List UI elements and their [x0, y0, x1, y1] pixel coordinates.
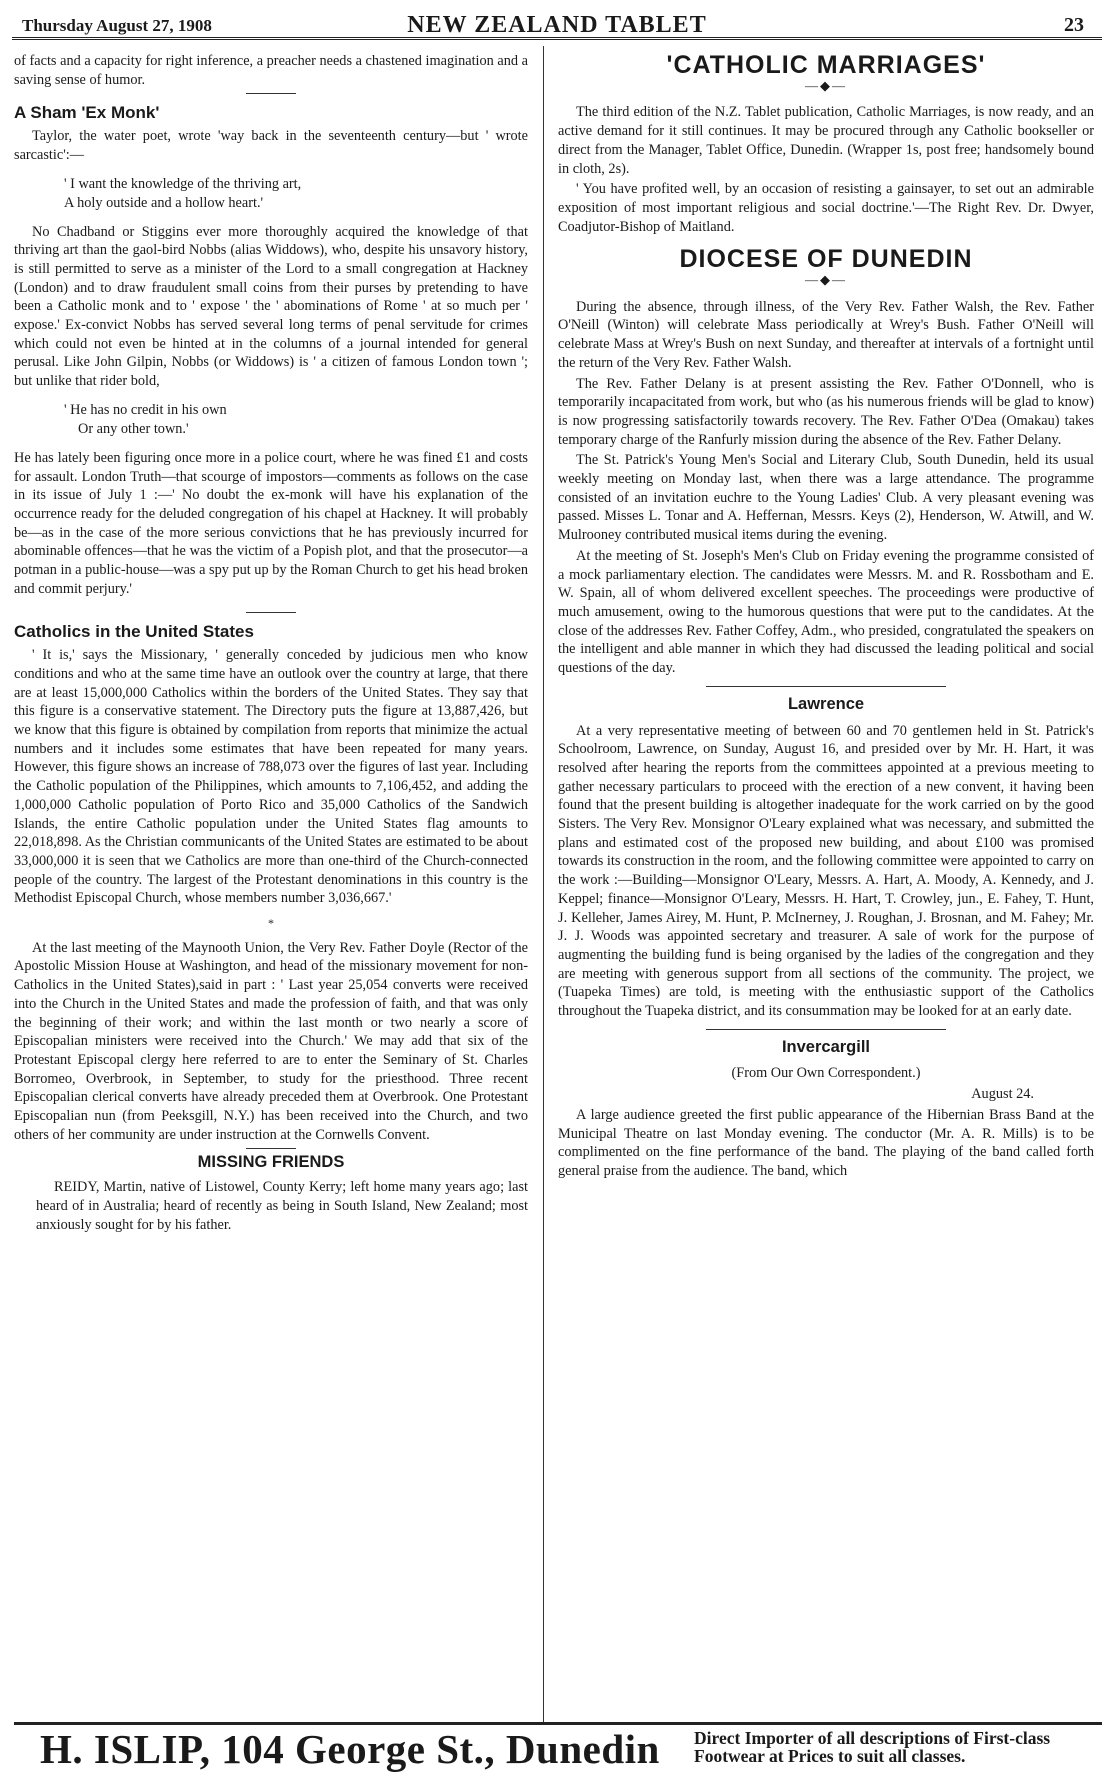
sham-monk-paragraph: No Chadband or Stiggins ever more thoroughly acquired the knowledge of that thriving art than the gaol-bird Nobbs (alias Widdows), who, despite his unsavory history, is still permitted to serve as a minister of the Lord to a small congregation at Hackney (London) and to draw fraudulent small coins from their purses by pretending to have been a Catholic monk and to ' expose ' the ' abominations of Rome ' at so much per ' expose.' Ex-convict Nobbs has served several long terms of penal servitude for crimes which could not even be hinted at in the columns of a journal intended for general perusal. Like John Gilpin, Nobbs (or Widdows) is ' a citizen of famous London town '; but unlike that rider bold, [14, 223, 528, 390]
catholic-marriages-paragraph: ' You have profited well, by an occasion of resisting a gainsayer, to set out an admirable exposition of most important religious and social doctrine.'—The Right Rev. Dr. Dwyer, Coadjutor-Bishop of Maitland. [558, 181, 1094, 235]
verse-line: ' I want the knowledge of the thriving art, [64, 175, 302, 192]
lawrence-paragraph: At a very representative meeting of between 60 and 70 gentlemen held in St. Patrick's Schoolroom, Lawrence, on Sunday, August 16, and presided over by Mr. H. Hart, it was resolved after hearing the reports from the committees appointed at a previous meeting to gather necessary particulars to proceed with the erection of a new convent, it having been found that the present building is altogether inadequate for the work carried on by the good Sisters. The Very Rev. Monsignor O'Leary explained what was necessary, and submitted the plans and estimated cost of the proposed new building, and about £100 was promised towards its construction in the room, and the following committee were appointed to carry on the work :—Building—Monsignor O'Leary, Messrs. A. Hart, A. Moody, A. Kennedy, and J. Keppel; finance—Monsignor O'Leary, Messrs. H. Hart, T. Crowley, jun., E. Fahey, T. Hunt, J. Kelleher, James Airey, M. Hunt, P. McInerney, J. Roughan, J. Brosnan, and M. Fahey; Mr. J. J. Woods was appointed secretary and treasurer. A sale of work for the purpose of augmenting the building fund is being organised by the ladies of the congregation and they are meeting with generous support from all sections of the community. The project, we (Tuapeka Times) are told, is meeting with the enthusiastic support of the Catholics throughout the Tuapeka district, and its consummation may be looked for at an early date. [558, 722, 1094, 1020]
column-divider [543, 46, 544, 1724]
catholic-marriages-paragraph: The third edition of the N.Z. Tablet publication, Catholic Marriages, is now ready, and an active demand for it still continues. It may be procured through any Catholic bookseller or direct from the Manager, Tablet Office, Dunedin. (Wrapper 1s, post free; handsomely bound in cloth, 2s). [558, 104, 1094, 177]
sham-monk-paragraph: He has lately been figuring once more in a police court, where he was fined £1 and costs for assault. London Truth—that scourge of impostors—comments as follows on the case in its issue of July 1 :—' No doubt the ex-monk will have his explanation of the occurrence ready for the deluded congregation of his chapel at Hackney. It will probably be—as in the case of the more serious convictions that he has previously incurred for abominable offences—that he was the victim of a Popish plot, and that the prosecutor—a potman in a public-house—was a spy put up by the Roman Church to get his head broken and commit perjury.' [14, 449, 528, 597]
lawrence-heading: Lawrence [787, 694, 865, 713]
masthead-title: NEW ZEALAND TABLET [407, 12, 707, 38]
page-number: 23 [1064, 14, 1084, 36]
invercargill-heading: Invercargill [781, 1037, 871, 1056]
advertisement-tagline [694, 1729, 1050, 1765]
us-catholics-heading: Catholics in the United States [14, 622, 254, 642]
tagline-line: Direct Importer of all descriptions of First-class [694, 1728, 1051, 1748]
diocese-paragraph: The St. Patrick's Young Men's Social and Literary Club, South Dunedin, held its usual weekly meeting on Monday last, when there was a large attendance. The programme consisted of an invitation euchre to the Young Ladies' Club. A very pleasant evening was passed. Misses L. Tonar and A. Heffernan, Messrs. Keys (2), Henderson, W. Atwill, and W. Mulrooney contributed musical items during the evening. [558, 452, 1094, 544]
section-rule [246, 1148, 296, 1149]
verse-quote [64, 401, 528, 439]
advertisement-banner [14, 1722, 1102, 1772]
diocese-dunedin-heading: DIOCESE OF DUNEDIN [679, 245, 973, 274]
tagline-line: Footwear at Prices to suit all classes. [694, 1746, 966, 1766]
invercargill-paragraph: A large audience greeted the first public appearance of the Hibernian Brass Band at the Municipal Theatre on last Monday evening. The conductor (Mr. A. R. Mills) is to be complimented on the fine performance of the band. The playing of the band called forth general praise from the audience. The band, which [558, 1106, 1094, 1179]
missing-friends-heading: MISSING FRIENDS [197, 1153, 345, 1172]
catholic-marriages-heading: 'CATHOLIC MARRIAGES' [666, 51, 986, 79]
verse-quote [64, 175, 528, 213]
left-column [14, 52, 528, 1236]
verse-line: Or any other town.' [78, 420, 189, 437]
us-catholics-paragraph: At the last meeting of the Maynooth Union, the Very Rev. Father Doyle (Rector of the Apostolic Mission House at Washington, and head of the missionary movement for non-Catholics in the United States),said in part : ' Last year 25,054 converts were received into the Church in the United States and made the profession of faith, and that was only the beginning of their work; and within the last month or two nearly a score of Episcopalian ministers were received into the Church.' We may add that six of the Protestant Episcopal clergy here referred to are to enter the Seminary of St. Charles Borromeo, Overbrook, in September, to study for the priesthood. Three recent Episcopalian clerical converts have already preceded them at Overbrook. One Protestant Episcopalian nun (from Peeksgill, N.Y.) has been received into the Church, and two others of her community are under instruction at the Cornwells Convent. [14, 939, 528, 1143]
ornament-dingbat: —◆— [805, 272, 847, 288]
separator-asterisk: * [268, 916, 274, 931]
issue-date: Thursday August 27, 1908 [22, 16, 212, 35]
correspondent-line: (From Our Own Correspondent.) [731, 1065, 921, 1082]
report-date: August 24. [971, 1086, 1034, 1103]
us-catholics-paragraph: ' It is,' says the Missionary, ' generally conceded by judicious men who know conditions and who at the same time have an outlook over the country at large, that there are at least 15,000,000 Catholics within the borders of the United States. They say that this figure is a conservative statement. The Directory puts the figure at 13,887,426, but we know that this figure is obtained by compilation from reports that minimize the actual numbers and it includes some estimates that have been repeated for many years. However, this figure shows an increase of 788,073 over the figures of last year. Including the Catholic population of the Philippines, which amounts to 7,106,452, and adding the 1,000,000 Catholic population of Porto Rico and 35,000 Catholics of the Sandwich Islands, the entire Catholic population under the United States flag amounts to 22,018,898. As the Christian communicants of the United States are estimated to be about 33,000,000 it is seen that we Catholics are more than one-third of the Church-connected people of the country. The largest of the Protestant denominations in this country is the Methodist Episcopal Church, whose members number 3,036,667.' [14, 647, 528, 907]
missing-friends-notice: REIDY, Martin, native of Listowel, County Kerry; left home many years ago; last heard of in Australia; heard of recently as being in South Island, New Zealand; most anxiously sought for by his father. [36, 1179, 528, 1233]
sham-monk-paragraph: Taylor, the water poet, wrote 'way back in the seventeenth century—but ' wrote sarcastic':— [14, 128, 528, 163]
right-column [558, 52, 1094, 1183]
diocese-paragraph: The Rev. Father Delany is at present assisting the Rev. Father O'Donnell, who is temporarily incapacitated from work, but who (as his numerous friends will be glad to know) is now progressing satisfactorily towards recovery. The Rev. Father O'Dea (Omakau) takes temporary charge of the Ranfurly mission during the absence of the Rev. Father Delany. [558, 375, 1094, 448]
section-rule [246, 93, 296, 94]
diocese-paragraph: At the meeting of St. Joseph's Men's Club on Friday evening the programme consisted of a mock parliamentary election. The candidates were Messrs. M. and R. Rossbotham and E. W. Spain, all of whom delivered excellent speeches. The proceedings were productive of much amusement, owing to the humorous questions that were put to the candidates. At the close of the addresses Rev. Father Coffey, Adm., who presided, congratulated the speakers on the intelligent and able manner in which they had discussed the leading political and social questions of the day. [558, 547, 1094, 677]
page-header [12, 10, 1102, 40]
diocese-paragraph: During the absence, through illness, of the Very Rev. Father Walsh, the Rev. Father O'Neill (Winton) will celebrate Mass periodically at Wrey's Bush. Father O'Neill will celebrate Mass at Wrey's Bush on next Sunday, and thereafter at intervals of a fortnight until the return of the Very Rev. Father Walsh. [558, 298, 1094, 371]
verse-line: ' He has no credit in his own [64, 401, 227, 418]
sham-monk-heading: A Sham 'Ex Monk' [14, 103, 160, 123]
ornament-dingbat: —◆— [805, 77, 847, 93]
continued-paragraph: of facts and a capacity for right inference, a preacher needs a chastened imagination and a saving sense of humor. [14, 53, 528, 88]
section-rule [706, 1029, 946, 1030]
advertiser-name: H. ISLIP, 104 George St., Dunedin [40, 1726, 660, 1772]
section-rule [246, 612, 296, 613]
section-rule [706, 686, 946, 687]
verse-line: A holy outside and a hollow heart.' [64, 194, 264, 211]
